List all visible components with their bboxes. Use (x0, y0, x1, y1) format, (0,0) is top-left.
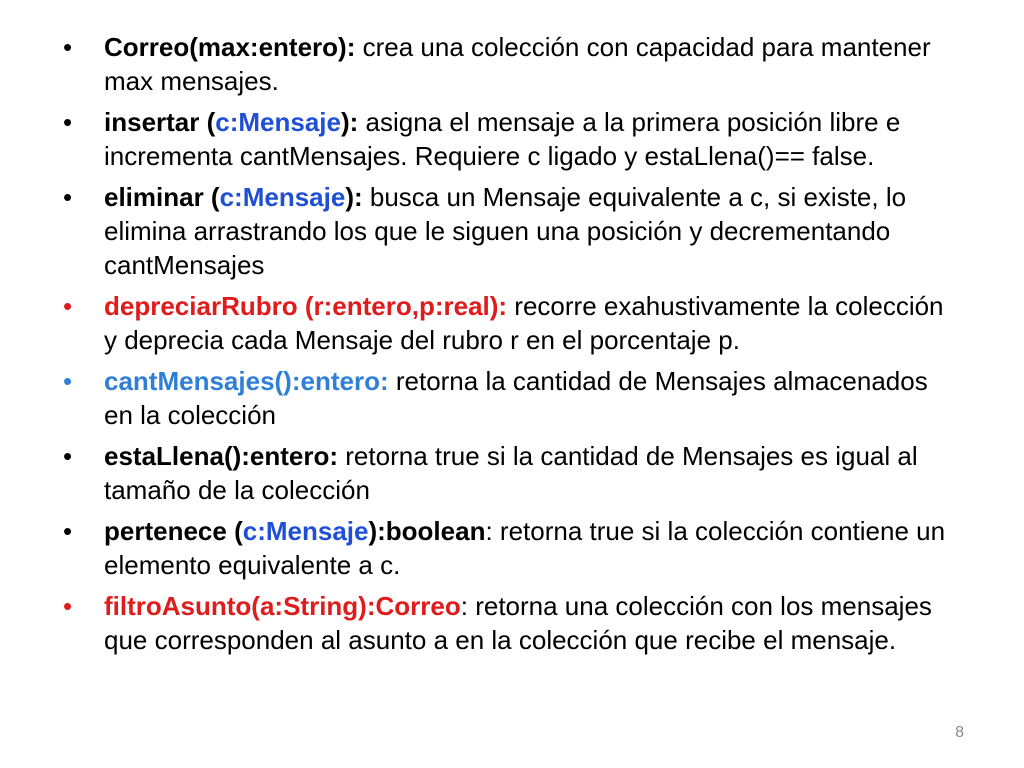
bullet-depreciar-rubro (60, 289, 960, 357)
bullet-list (60, 30, 960, 664)
method-signature-end: ): (345, 182, 363, 212)
method-signature: depreciarRubro (r:entero,p:real): (104, 291, 508, 321)
bullet-cant-mensajes (60, 364, 960, 432)
method-parameter: c:Mensaje (242, 516, 369, 546)
method-name: pertenece ( (104, 516, 243, 546)
method-name: insertar ( (104, 107, 216, 137)
bullet-marker: • (63, 516, 73, 546)
method-description: asigna el mensaje a la primera posición libre e incrementa cantMensajes. Requiere c ligado y estaLlena()== false. (104, 107, 901, 171)
method-description: crea una colección con capacidad para mantener max mensajes. (104, 32, 931, 96)
bullet-marker: • (63, 32, 73, 62)
method-name: eliminar ( (104, 182, 220, 212)
method-description: : retorna true si la colección contiene un elemento equivalente a c. (104, 516, 946, 580)
method-parameter: c:Mensaje (215, 107, 341, 137)
method-parameter: c:Mensaje (219, 182, 346, 212)
method-description: retorna true si la cantidad de Mensajes es igual al tamaño de la colección (104, 441, 918, 505)
method-signature-end: ): (341, 107, 359, 137)
bullet-marker: • (63, 591, 73, 621)
bullet-marker: • (63, 366, 73, 396)
method-description: retorna la cantidad de Mensajes almacenados en la colección (104, 366, 928, 430)
bullet-correo (60, 30, 960, 98)
bullet-marker: • (63, 291, 73, 321)
bullet-marker: • (63, 182, 73, 212)
method-description: recorre exahustivamente la colección y deprecia cada Mensaje del rubro r en el porcentaje p. (104, 291, 944, 355)
bullet-insertar (60, 105, 960, 173)
bullet-marker: • (63, 441, 73, 471)
bullet-eliminar (60, 180, 960, 282)
bullet-esta-llena (60, 439, 960, 507)
bullet-marker: • (63, 107, 73, 137)
method-signature: Correo(max:entero): (104, 32, 356, 62)
method-signature: estaLlena():entero: (104, 441, 339, 471)
method-signature: filtroAsunto(a:String):Correo (104, 591, 461, 621)
bullet-filtro-asunto (60, 589, 960, 657)
method-signature-end: ):boolean (368, 516, 486, 546)
bullet-pertenece (60, 514, 960, 582)
method-signature: cantMensajes():entero: (104, 366, 389, 396)
page-number: 8 (955, 724, 964, 741)
method-description: busca un Mensaje equivalente a c, si existe, lo elimina arrastrando los que le siguen una posición y decrementando cantMensajes (104, 182, 907, 280)
method-description: : retorna una colección con los mensajes que corresponden al asunto a en la colección que recibe el mensaje. (104, 591, 932, 655)
